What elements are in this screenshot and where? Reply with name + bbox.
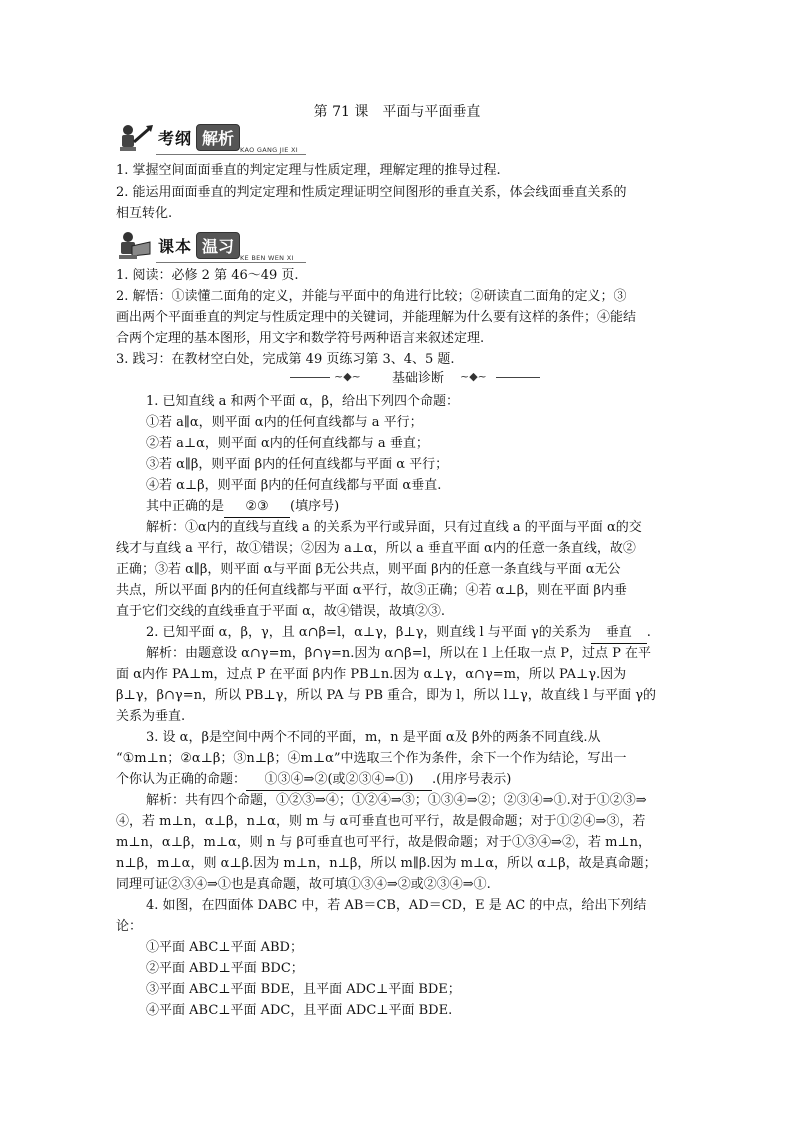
student-figure-icon [116,122,156,154]
kaogang-line-3: 相互转化. [116,206,173,221]
q1-answer-blank: ②③ [224,496,290,518]
q3-answer-suffix: .(用序号表示) [432,772,512,787]
q2-stem: 2. 已知平面 α，β，γ，且 α∩β=l，α⊥γ，β⊥γ，则直线 l 与平面 γ的关系为 [146,625,591,640]
banner-underline [156,154,306,155]
q2-stem-line [146,622,651,644]
q1-stem: 1. 已知直线 a 和两个平面 α，β，给出下列四个命题： [146,394,459,409]
q3-analysis-5: 同理可证②③④⇒①也是真命题，故可填①③④⇒②或②③④⇒①. [116,877,491,892]
q3-analysis-3: m⊥n，α⊥β，m⊥α，则 n 与 β可垂直也可平行，故是假命题；对于①③④⇒②，若 m⊥n， [116,835,652,850]
banner-word-highlight: 解析 [196,124,240,151]
q2-analysis-4: 关系为垂直. [116,709,186,724]
q2-answer-blank: 垂直 [591,622,647,644]
divider-ornament-left-icon: ~◆~ [334,370,361,383]
banner-word-main: 考纲 [158,129,193,148]
keben-line-1: 1. 阅读：必修 2 第 46～49 页. [116,268,299,283]
q4-item-2: ②平面 ABD⊥平面 BDC； [146,961,304,976]
q3-answer-prefix: 个你认为正确的命题： [116,772,247,787]
q1-item-3: ③若 α∥β，则平面 β内的任何直线都与平面 α 平行； [146,457,449,472]
q2-stem-end: . [646,625,651,640]
q3-stem-2: “①m⊥n；②α⊥β；③n⊥β；④m⊥α”中选取三个作为条件，余下一个作为结论，写出一 [116,751,627,766]
q3-analysis-1: 解析：共有四个命题，①②③⇒④；①②④⇒③；①③④⇒②；②③④⇒①.对于①②③⇒ [146,793,647,808]
q3-stem-1: 3. 设 α，β是空间中两个不同的平面，m，n 是平面 α及 β外的两条不同直线.从 [146,730,601,745]
banner-word-highlight: 温习 [196,232,240,259]
q1-analysis-3: 正确；③若 α∥β，则平面 α与平面 β无公共点，则平面 β内的任意一条直线与平面 α无公 [116,562,621,577]
keben-line-5: 3. 践习：在教材空白处，完成第 49 页练习第 3、4、5 题. [116,352,455,367]
q1-analysis-2: 线才与直线 a 平行，故①错误；②因为 a⊥α，所以 a 垂直平面 α内的任意一条直线，故② [116,541,636,556]
q1-item-4: ④若 α⊥β，则平面 β内的任何直线都与平面 α垂直. [146,478,442,493]
section-banner-keben [116,228,376,262]
section-divider [290,370,540,384]
lesson-title: 第 71 课 平面与平面垂直 [313,104,481,120]
keben-line-3: 画出两个平面垂直的判定与性质定理中的关键词，并能理解为什么要有这样的条件；④能结 [116,310,637,325]
q4-item-3: ③平面 ABC⊥平面 BDE，且平面 ADC⊥平面 BDE； [146,982,461,997]
divider-label: 基础诊断 [391,371,444,386]
q1-item-2: ②若 a⊥α，则平面 α内的任何直线都与 a 垂直； [146,436,429,451]
kaogang-line-1: 1. 掌握空间面面垂直的判定定理与性质定理，理解定理的推导过程. [116,163,501,178]
q2-analysis-3: β⊥γ，β∩γ=n，所以 PB⊥γ，所以 PA 与 PB 重合，即为 l，所以 l⊥γ，故直线 l 与平面 γ的 [116,688,657,703]
keben-line-4: 合两个定理的基本图形，用文字和数学符号两种语言来叙述定理. [116,331,485,346]
q2-analysis-2: 面 α内作 PA⊥m，过点 P 在平面 β内作 PB⊥n.因为 α⊥γ，α∩γ=m，所以 PA⊥γ.因为 [116,667,627,682]
q4-item-4: ④平面 ABC⊥平面 ADC，且平面 ADC⊥平面 BDE. [146,1003,453,1018]
banner-pinyin: KE BEN WEN XI [240,254,294,262]
reading-figure-icon [116,230,156,262]
q4-stem-2: 论： [116,919,143,934]
q3-analysis-2: ④，若 m⊥n，α⊥β，n⊥α，则 m 与 α可垂直也可平行，故是假命题；对于①②④⇒③，若 [116,814,646,829]
q4-stem-1: 4. 如图，在四面体 DABC 中，若 AB＝CB，AD＝CD，E 是 AC 的中点，给出下列结 [146,898,647,913]
q2-analysis-1: 解析：由题意设 α∩γ=m，β∩γ=n.因为 α∩β=l，所以在 l 上任取一点 P，过点 P 在平 [146,646,652,661]
q3-analysis-4: n⊥β，m⊥α，则 α⊥β.因为 m⊥n，n⊥β，所以 m∥β.因为 m⊥α，所以 α⊥β，故是真命题； [116,856,657,871]
q1-answer-suffix: (填序号) [290,499,340,514]
q3-answer-blank: ①③④⇒②(或②③④⇒①) [246,769,432,791]
q4-item-1: ①平面 ABC⊥平面 ABD； [146,940,303,955]
kaogang-line-2: 2. 能运用面面垂直的判定定理和性质定理证明空间图形的垂直关系，体会线面垂直关系的 [116,185,627,200]
q1-analysis-5: 直于它们交线的直线垂直于平面 α，故④错误，故填②③. [116,604,446,619]
divider-line-right [496,377,540,378]
q3-answer-line [116,769,511,791]
q1-answer-line [146,496,339,518]
q1-answer-prefix: 其中正确的是 [146,499,225,514]
q1-analysis-1: 解析：①α内的直线与直线 a 的关系为平行或异面，只有过直线 a 的平面与平面 α的交 [146,520,642,535]
divider-ornament-right-icon: ~◆~ [460,370,487,383]
banner-underline [156,262,306,263]
banner-word-main: 课本 [158,237,193,256]
section-banner-kaogang [116,120,376,154]
keben-line-2: 2. 解悟：①读懂二面角的定义，并能与平面中的角进行比较；②研读直二面角的定义；③ [116,289,627,304]
q1-analysis-4: 共点，所以平面 β内的任何直线都与平面 α平行，故③正确；④若 α⊥β，则在平面 β内垂 [116,583,627,598]
banner-pinyin: KAO GANG JIE XI [240,146,298,154]
q1-item-1: ①若 a∥α，则平面 α内的任何直线都与 a 平行； [146,415,423,430]
divider-line-left [290,377,330,378]
